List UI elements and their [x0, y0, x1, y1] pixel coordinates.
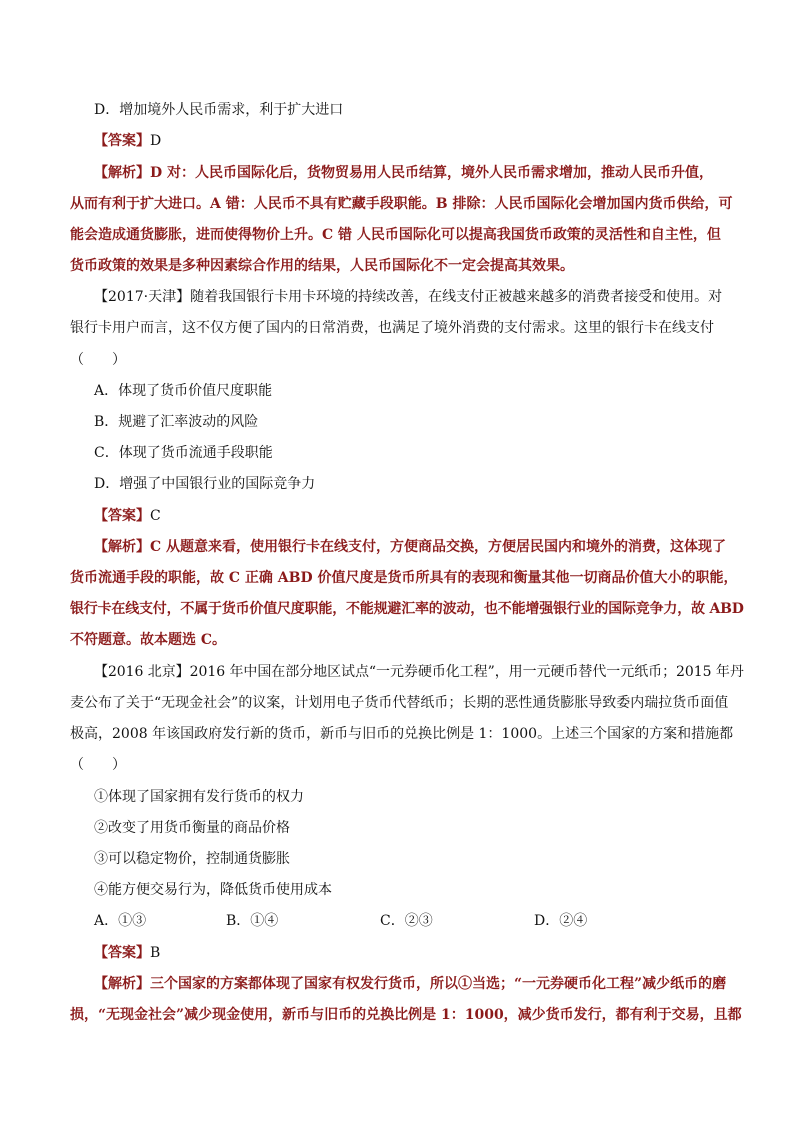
analysis-text: D 对：人民币国际化后，货物贸易用人民币结算，境外人民币需求增加，推动人民币升值， — [150, 165, 714, 181]
analysis-line: 不符题意。故本题选 C。 — [70, 632, 227, 648]
analysis-line: 从而有利于扩大进口。A 错：人民币不具有贮藏手段职能。B 排除：人民币国际化会增加国内货币供给，可 — [70, 196, 733, 212]
analysis-line: 银行卡在线支付，不属于货币价值尺度职能，不能规避汇率的波动，也不能增强银行业的国际竞争力，故 ABD — [70, 601, 744, 617]
question-source: 【2017·天津】 — [94, 289, 191, 305]
option-d: D．增加境外人民币需求，利于扩大进口 — [94, 102, 344, 118]
stem-text: 2016 年中国在部分地区试点“一元券硬币化工程”，用一元硬币替代一元纸币；2015 年丹 — [189, 664, 744, 680]
answer-row — [94, 131, 161, 151]
statement-4: ④能方便交易行为，降低货币使用成本 — [94, 882, 332, 898]
stem-line: 银行卡用户而言，这不仅方便了国内的日常消费，也满足了境外消费的支付需求。这里的银行卡在线支付 — [70, 320, 714, 336]
analysis-text: C 从题意来看，使用银行卡在线支付，方便商品交换，方便居民国内和境外的消费，这体现了 — [150, 539, 727, 555]
statement-1: ①体现了国家拥有发行货币的权力 — [94, 789, 304, 805]
question-source: 【2016 北京】 — [94, 664, 190, 680]
question-stem — [94, 662, 744, 682]
analysis-tag: 【解析】 — [94, 539, 150, 555]
statement-2: ②改变了用货币衡量的商品价格 — [94, 820, 290, 836]
answer-row — [94, 506, 161, 526]
analysis-line — [94, 163, 713, 183]
analysis-text: 三个国家的方案都体现了国家有权发行货币，所以①当选；“一元券硬币化工程”减少纸币的磨 — [150, 976, 727, 992]
answer-tag: 【答案】 — [94, 945, 150, 961]
answer-value: C — [150, 508, 161, 524]
choice-b: B．①④ — [226, 913, 279, 929]
analysis-line — [94, 537, 726, 557]
stem-text: 随着我国银行卡用卡环境的持续改善，在线支付正被越来越多的消费者接受和使用。对 — [190, 289, 723, 305]
choice-c: C．②③ — [380, 913, 433, 929]
analysis-line: 货币流通手段的职能，故 C 正确 ABD 价值尺度是货币所具有的表现和衡量其他一切商品价值大小的职能， — [70, 570, 738, 586]
analysis-tag: 【解析】 — [94, 165, 150, 181]
answer-row — [94, 943, 160, 963]
answer-tag: 【答案】 — [94, 133, 150, 149]
statement-3: ③可以稳定物价，控制通货膨胀 — [94, 851, 290, 867]
option-d: D．增强了中国银行业的国际竞争力 — [94, 476, 316, 492]
option-c: C．体现了货币流通手段职能 — [94, 445, 273, 461]
analysis-line: 货币政策的效果是多种因素综合作用的结果，人民币国际化不一定会提高其效果。 — [70, 258, 574, 274]
stem-line: 麦公布了关于“无现金社会”的议案，计划用电子货币代替纸币；长期的恶性通货膨胀导致委内瑞拉货币面值 — [70, 695, 729, 711]
option-a: A．体现了货币价值尺度职能 — [94, 383, 273, 399]
stem-line: （ ） — [70, 757, 126, 773]
stem-line: 极高，2008 年该国政府发行新的货币，新币与旧币的兑换比例是 1：1000。上述三个国家的方案和措施都 — [70, 726, 734, 742]
option-b: B．规避了汇率波动的风险 — [94, 414, 259, 430]
analysis-line: 损，“无现金社会”减少现金使用，新币与旧币的兑换比例是 1：1000，减少货币发行，都有利于交易，且都 — [70, 1007, 742, 1023]
answer-tag: 【答案】 — [94, 508, 150, 524]
question-stem — [94, 287, 722, 307]
choice-a: A．①③ — [94, 913, 147, 929]
analysis-line: 能会造成通货膨胀，进而使得物价上升。C 错 人民币国际化可以提高我国货币政策的灵活性和自主性，但 — [70, 227, 721, 243]
answer-value: B — [150, 945, 161, 961]
choice-d: D．②④ — [534, 913, 588, 929]
analysis-line — [94, 974, 726, 994]
analysis-tag: 【解析】 — [94, 976, 150, 992]
answer-value: D — [150, 133, 162, 149]
stem-line: （ ） — [70, 352, 126, 368]
